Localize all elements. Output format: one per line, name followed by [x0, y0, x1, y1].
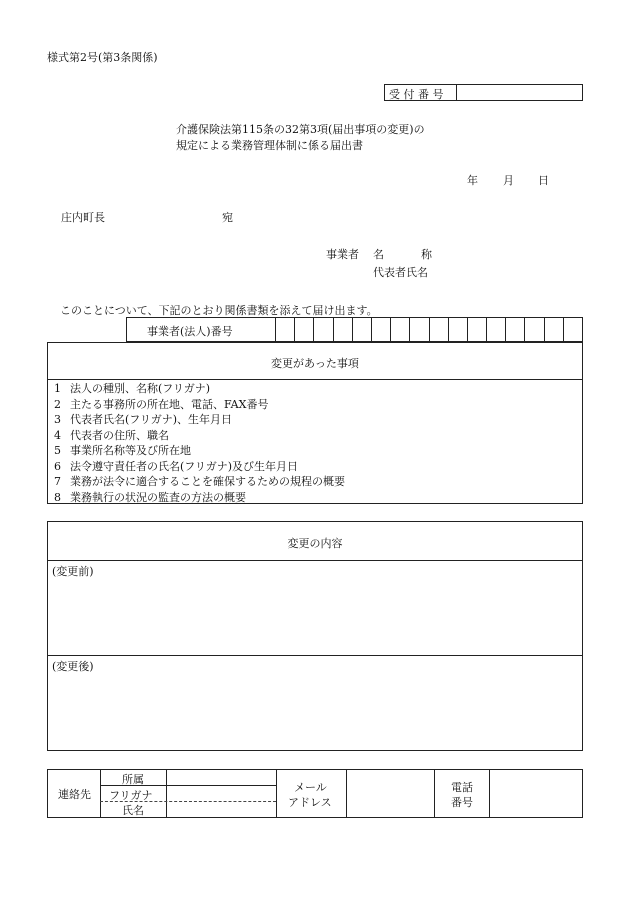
date-day-label: 日 [538, 174, 549, 187]
corp-number-digit-cell[interactable] [352, 318, 371, 341]
change-item-text: 事業所名称等及び所在地 [70, 444, 191, 457]
corp-number-label: 事業者(法人)番号 [147, 325, 233, 338]
email-field[interactable] [347, 770, 434, 817]
corp-number-digit-cell[interactable] [524, 318, 543, 341]
corp-number-digit-cell[interactable] [313, 318, 332, 341]
change-item [54, 459, 345, 475]
title-line-2: 規定による業務管理体制に係る届出書 [176, 139, 363, 152]
change-item-number: 3 [54, 413, 61, 426]
before-field[interactable] [48, 577, 582, 654]
change-item [54, 474, 345, 490]
changes-title: 変更があった事項 [271, 357, 359, 370]
corp-number-digit-cell[interactable] [429, 318, 448, 341]
applicant-label: 事業者 [326, 248, 359, 261]
phone-label-1: 電話 [451, 781, 473, 794]
change-item [54, 381, 345, 397]
content-box [47, 521, 583, 751]
change-item-number: 8 [54, 490, 61, 504]
receipt-number-label: 受 付 番 号 [389, 88, 444, 101]
change-item-text: 代表者氏名(フリガナ)、生年月日 [70, 413, 233, 426]
corp-number-row [126, 317, 583, 342]
receipt-number-field[interactable] [457, 85, 582, 100]
statement: このことについて、下記のとおり関係書類を添えて届け出ます。 [60, 304, 378, 317]
furigana-label: フリガナ [109, 789, 153, 802]
receipt-number-box [384, 84, 583, 101]
name-label-1: 名 [373, 248, 384, 261]
date-month-label: 月 [503, 174, 514, 187]
change-item-text: 業務が法令に適合することを確保するための規程の概要 [70, 475, 345, 488]
name-label-2: 称 [421, 248, 432, 261]
corp-number-digit-cell[interactable] [544, 318, 563, 341]
furigana-field[interactable] [167, 786, 276, 801]
before-label: (変更前) [52, 565, 94, 578]
corp-number-digit-cell[interactable] [390, 318, 409, 341]
change-item-number: 7 [54, 475, 61, 488]
contact-label: 連絡先 [58, 788, 91, 801]
email-label-1: メール [294, 781, 327, 794]
addressee-suffix: 宛 [222, 211, 233, 224]
phone-field[interactable] [490, 770, 582, 817]
corp-number-digit-cell[interactable] [467, 318, 486, 341]
corp-number-digit-cell[interactable] [505, 318, 524, 341]
email-label-2: アドレス [288, 796, 332, 809]
affiliation-field[interactable] [167, 770, 276, 785]
change-item [54, 397, 345, 413]
changes-list [54, 381, 345, 505]
corp-number-digit-cell[interactable] [275, 318, 294, 341]
corp-number-digit-cell[interactable] [563, 318, 582, 341]
change-item-text: 主たる事務所の所在地、電話、FAX番号 [70, 397, 269, 411]
content-title: 変更の内容 [287, 537, 343, 550]
form-number: 様式第2号(第3条関係) [47, 51, 158, 64]
corp-number-digit-cell[interactable] [486, 318, 505, 341]
after-label: (変更後) [52, 660, 94, 673]
addressee: 庄内町長 [61, 211, 105, 224]
corp-number-digit-cell[interactable] [448, 318, 467, 341]
corp-number-digit-cell[interactable] [409, 318, 428, 341]
date-year-label: 年 [467, 174, 478, 187]
corp-number-digit-cell[interactable] [294, 318, 313, 341]
name-label: 氏名 [122, 804, 144, 817]
contact-box [47, 769, 583, 818]
change-item-text: 業務執行の状況の監査の方法の概要 [70, 490, 246, 504]
change-item-text: 法人の種別、名称(フリガナ) [70, 382, 211, 395]
change-item [54, 490, 345, 506]
title-line-1: 介護保険法第115条の32第3項(届出事項の変更)の [176, 123, 425, 136]
phone-label-2: 番号 [451, 796, 473, 809]
change-item-number: 1 [54, 382, 61, 395]
change-item-text: 代表者の住所、職名 [70, 428, 169, 442]
corp-number-digits [275, 318, 582, 341]
change-item-number: 6 [54, 459, 61, 473]
name-field[interactable] [167, 802, 276, 817]
after-field[interactable] [48, 672, 582, 750]
changes-box [47, 342, 583, 504]
affiliation-label: 所属 [122, 773, 144, 786]
change-item-number: 4 [54, 428, 61, 442]
change-item [54, 412, 345, 428]
change-item-text: 法令遵守責任者の氏名(フリガナ)及び生年月日 [70, 459, 299, 473]
change-item-number: 2 [54, 397, 61, 411]
corp-number-digit-cell[interactable] [371, 318, 390, 341]
representative-label: 代表者氏名 [373, 266, 428, 279]
change-item-number: 5 [54, 444, 61, 457]
change-item [54, 428, 345, 444]
change-item [54, 443, 345, 459]
corp-number-digit-cell[interactable] [333, 318, 352, 341]
